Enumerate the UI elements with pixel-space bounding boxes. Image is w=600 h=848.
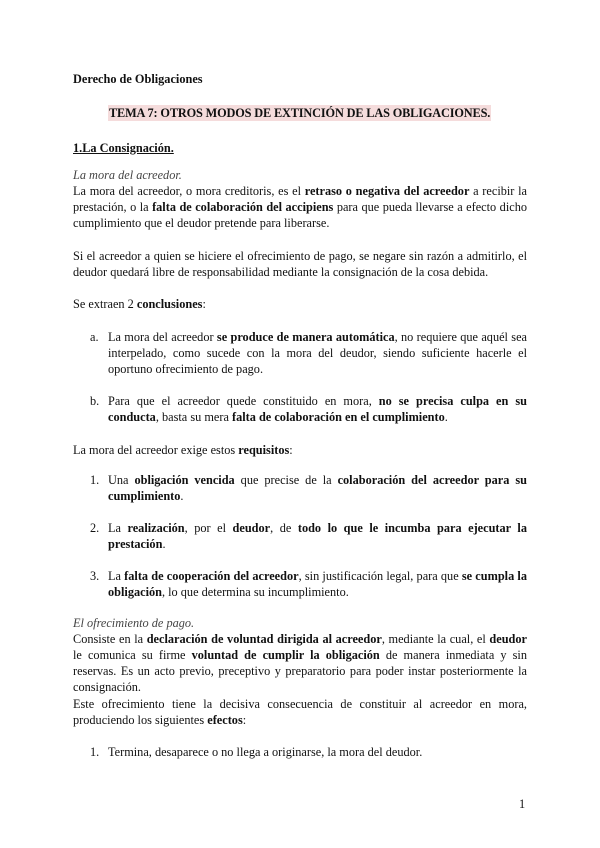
list-item-text: La falta de cooperación del acreedor, sin justificación legal, para que se cumpla la obligación, lo que determina su incumplimiento.: [108, 569, 528, 599]
list-marker: 1.: [90, 473, 100, 487]
list-marker: a.: [90, 330, 99, 344]
page-number: 1: [519, 797, 526, 811]
list-marker: b.: [90, 394, 100, 408]
chapter-title: TEMA 7: OTROS MODOS DE EXTINCIÓN DE LAS OBLIGACIONES.: [109, 106, 491, 120]
list-marker: 2.: [90, 521, 100, 535]
subheading-ofrecimiento: El ofrecimiento de pago.: [73, 616, 195, 630]
list-item-text: Una obligación vencida que precise de la colaboración del acreedor para su cumplimiento.: [108, 473, 527, 503]
document-header: Derecho de Obligaciones: [73, 72, 203, 86]
list-marker: 3.: [90, 569, 100, 583]
list-item-text: La realización, por el deudor, de todo lo que le incumba para ejecutar la prestación.: [108, 521, 527, 551]
paragraph-mora-definition: La mora del acreedor, o mora creditoris, es el retraso o negativa del acreedor a recibir la prestación, o la falta de colaboración del accipiens para que pueda llevarse a efecto dicho cumplimiento que el deudor pretende para liberarse.: [73, 184, 528, 230]
list-item-text: Termina, desaparece o no llega a originarse, la mora del deudor.: [108, 745, 423, 759]
paragraph-ofrecimiento: Consiste en la declaración de voluntad dirigida al acreedor, mediante la cual, el deudor le comunica su firme voluntad de cumplir la obligación de manera inmediata y sin reservas. Es un acto previo, preceptivo y preparatorio para poder instar posteriormente la consignación.: [73, 632, 527, 694]
list-marker: 1.: [90, 745, 100, 759]
section-heading: 1.La Consignación.: [73, 141, 174, 155]
list-item-text: Para que el acreedor quede constituido en mora, no se precisa culpa en su conducta, basta su mera falta de colaboración en el cumplimiento.: [108, 394, 527, 424]
list-item-conclusion-a: [73, 329, 527, 377]
paragraph-efectos-intro: Este ofrecimiento tiene la decisiva consecuencia de constituir al acreedor en mora, produciendo los siguientes efectos:: [73, 697, 527, 727]
list-item-efecto-1: [73, 744, 527, 760]
paragraph-rechazo-pago: Si el acreedor a quien se hiciere el ofrecimiento de pago, se negare sin razón a admitirlo, el deudor quedará libre de responsabilidad mediante la consignación de la cosa debida.: [73, 249, 527, 279]
list-item-requisito-3: [73, 568, 527, 600]
list-item-text: La mora del acreedor se produce de manera automática, no requiere que aquél sea interpelado, como sucede con la mora del deudor, siendo suficiente hacerle el oportuno ofrecimiento de pago.: [108, 330, 528, 376]
list-item-conclusion-b: [73, 393, 527, 425]
paragraph-conclusiones-intro: Se extraen 2 conclusiones:: [73, 297, 206, 311]
list-item-requisito-2: [73, 520, 527, 552]
subheading-mora: La mora del acreedor.: [73, 168, 182, 182]
paragraph-requisitos-intro: La mora del acreedor exige estos requisitos:: [73, 443, 293, 457]
list-item-requisito-1: [73, 472, 527, 504]
